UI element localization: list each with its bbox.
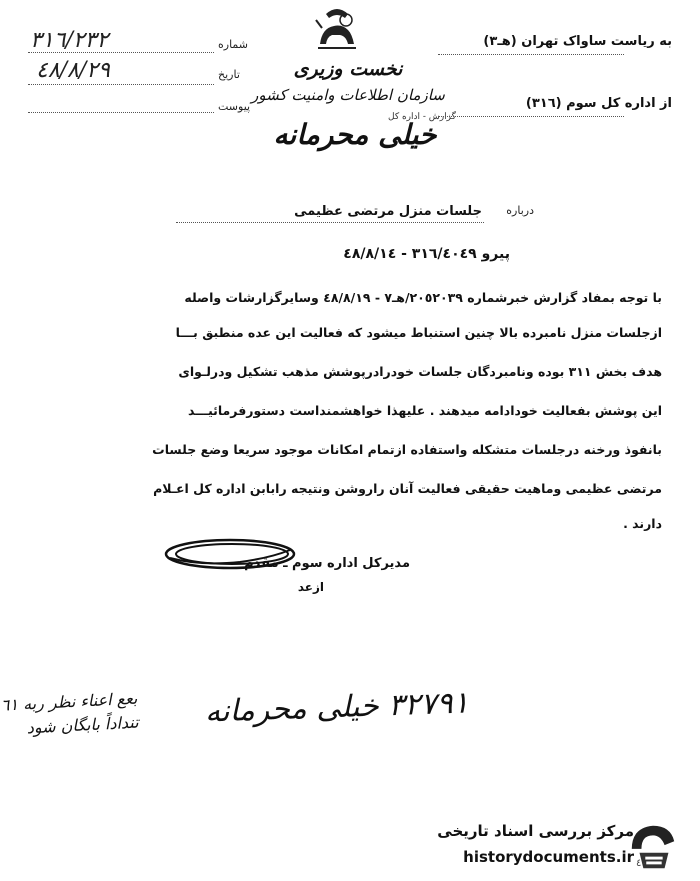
from-line: از اداره کل سوم (٣١٦) xyxy=(525,96,672,111)
handwritten-classification: ٣٢٧٩١ خیلی محرمانه xyxy=(204,685,470,730)
subject-label: درباره xyxy=(506,204,534,217)
lion-and-sun-emblem-icon xyxy=(312,4,362,50)
organization-heading: سازمان اطلاعات وامنیت کشور xyxy=(251,86,445,104)
to-underline xyxy=(438,54,624,55)
number-field xyxy=(28,28,256,56)
archive-logo-icon xyxy=(626,820,680,874)
watermark-url: historydocuments.ir xyxy=(463,848,634,866)
handwritten-side-note xyxy=(0,687,140,742)
classification-stamp-prefix: گزارش - اداره کل xyxy=(388,112,456,122)
number-underline xyxy=(28,52,214,53)
body-line-1: با توجه بمفاد گزارش خبرشماره ٢٠٥٢٠٣٩/هـ٧ - ٤٨/٨/١٩ وسایرگزارشات واصله xyxy=(184,290,662,305)
signature-sub: ازعد xyxy=(297,580,324,594)
date-value: ٤٨/٨/٢٩ xyxy=(36,58,110,83)
watermark-title: مرکز بررسی اسناد تاریخی xyxy=(437,822,634,840)
classification-stamp-top: خیلی محرمانه xyxy=(273,118,437,151)
page-corner-number: ٤٠ xyxy=(636,858,647,869)
handwritten-side-note-line-2: تنداداً بابگان شود xyxy=(26,712,140,738)
prime-ministry-heading: نخست وزیری xyxy=(293,58,403,80)
body-line-4: این پوشش بفعالیت خودادامه میدهند . علیهذا خواهشمنداست دستورفرمائیـــد xyxy=(188,403,662,418)
number-label: شماره xyxy=(218,38,249,51)
body-line-6: مرتضی عظیمی وماهیت حقیقی فعالیت آنان راروشن ونتیجه رابابن اداره کل اعـلام xyxy=(153,481,662,496)
attachment-label: پیوست xyxy=(218,100,251,113)
subject-value: جلسات منزل مرتضی عظیمی xyxy=(294,204,482,219)
number-value: ٣١٦/٢٣٢ xyxy=(30,28,109,53)
body-line-5: بانفوذ ورخنه درجلسات متشکله واستفاده ازتمام امکانات موجود سریعا وضع جلسات xyxy=(152,442,662,457)
subject-underline xyxy=(176,222,484,223)
body-line-2: ازجلسات منزل نامبرده بالا چنین استنباط میشود که فعالیت این عده منطبق بـــا xyxy=(175,325,662,340)
date-label: تاریخ xyxy=(218,68,240,81)
to-line: به ریاست ساواک تهران (هـ٣) xyxy=(483,34,672,49)
handwritten-side-note-line-1: بعع اعناء نظر ربه ٦١ xyxy=(0,688,138,715)
signature-title: مدیرکل اداره سوم ـ مقدم xyxy=(244,556,410,571)
body-line-3: هدف بخش ٣١١ بوده ونامبردگان جلسات خودرادرپوشش مذهب تشکیل ودرلـوای xyxy=(178,364,662,379)
date-underline xyxy=(28,84,214,85)
body-line-7: دارند . xyxy=(623,516,662,531)
reference-line: پیرو ٣١٦/٤٠٤٩ - ٤٨/٨/١٤ xyxy=(343,246,510,262)
from-underline xyxy=(438,116,624,117)
attachment-underline xyxy=(28,112,214,113)
